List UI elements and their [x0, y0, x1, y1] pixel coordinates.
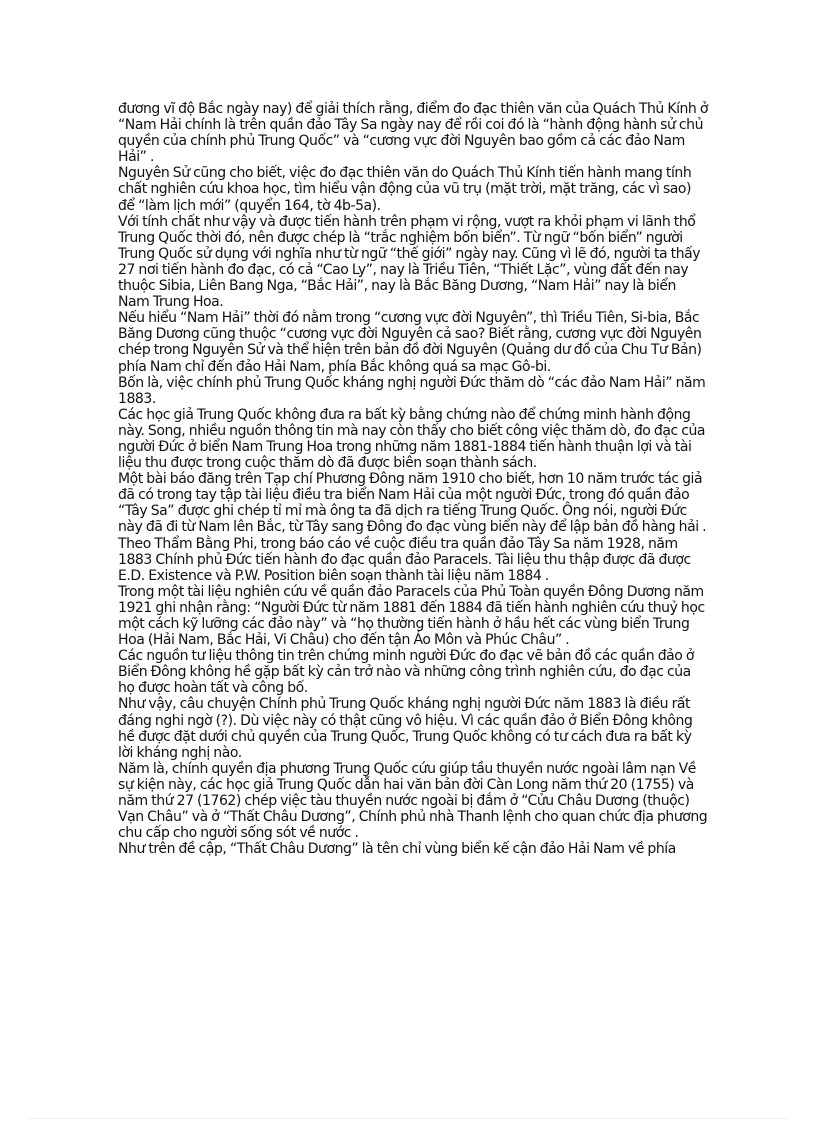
paragraph-4: Nếu hiểu “Nam Hải” thời đó nằm trong “cương vực đời Nguyên”, thì Triều Tiên, Si-bia, Bắc Băng Dương cũng thuộc “cương vực đời Nguyên cả sao? Biết rằng, cương vực đời Nguyên chép trong Nguyên Sử và thể hiện trên bản đồ đời Nguyên (Quảng dư đồ của Chu Tư Bản) phía Nam chỉ đến đảo Hải Nam, phía Bắc không quá sa mạc Gô-bi. — [118, 310, 702, 375]
paragraph-7: Một bài báo đăng trên Tạp chí Phương Đông năm 1910 cho biết, hơn 10 năm trước tác giả đã có trong tay tập tài liệu điều tra biển Nam Hải của một người Đức, trong đó quần đảo “Tây Sa” được ghi chép tỉ mỉ mà ông ta đã dịch ra tiếng Trung Quốc. Ông nói, người Đức này đã đi từ Nam lên Bắc, từ Tây sang Đông đo đạc vùng biển này để lập bản đồ hàng hải . — [118, 471, 707, 536]
paragraph-2: Nguyên Sử cũng cho biết, việc đo đạc thiên văn do Quách Thủ Kính tiến hành mang tính chất nghiên cứu khoa học, tìm hiểu vận động của vũ trụ (mặt trời, mặt trăng, các vì sao) để “làm lịch mới” (quyển 164, tờ 4b-5a). — [118, 165, 692, 214]
paragraph-3: Với tính chất như vậy và được tiến hành trên phạm vi rộng, vượt ra khỏi phạm vi lãnh thổ Trung Quốc thời đó, nên được chép là “trắc nghiệm bốn biển”. Từ ngữ “bốn biển” người Trung Quốc sử dụng với nghĩa như từ ngữ “thế giới” ngày nay. Cũng vì lẽ đó, người ta thấy 27 nơi tiến hành đo đạc, có cả “Cao Ly”, nay là Triều Tiên, “Thiết Lặc”, vùng đất đến nay thuộc Sibia, Liên Bang Nga, “Bắc Hải”, nay là Bắc Băng Dương, “Nam Hải” nay là biển Nam Trung Hoa. — [118, 213, 701, 311]
paragraph-13: Như trên đề cập, “Thất Châu Dương” là tên chỉ vùng biển kế cận đảo Hải Nam về phía — [118, 841, 676, 858]
paragraph-11: Như vậy, câu chuyện Chính phủ Trung Quốc kháng nghị người Đức năm 1883 là điều rất đáng nghi ngờ (?). Dù việc này có thật cũng vô hiệu. Vì các quần đảo ở Biển Đông không hề được đặt dưới chủ quyền của Trung Quốc, Trung Quốc không có tư cách đưa ra bất kỳ lời kháng nghị nào. — [118, 696, 693, 761]
paragraph-5: Bốn là, việc chính phủ Trung Quốc kháng nghị người Đức thăm dò “các đảo Nam Hải” năm 1883. — [118, 374, 706, 407]
paragraph-6: Các học giả Trung Quốc không đưa ra bất kỳ bằng chứng nào để chứng minh hành động này. Song, nhiều nguồn thông tin mà nay còn thấy cho biết công việc thăm dò, đo đạc của người Đức ở biển Nam Trung Hoa trong những năm 1881-1884 tiến hành thuận lợi và tài liệu thu được trong cuộc thăm dò đã được biên soạn thành sách. — [118, 406, 706, 472]
paragraph-1: đương vĩ độ Bắc ngày nay) để giải thích rằng, điểm đo đạc thiên văn của Quách Thủ Kính ở “Nam Hải chính là trên quần đảo Tây Sa ngày nay để rồi coi đó là “hành động hành sử chủ quyền của chính phủ Trung Quốc” và “cương vực đời Nguyên bao gồm cả các đảo Nam Hải” . — [118, 101, 708, 166]
paragraph-8: Theo Thẩm Bằng Phi, trong báo cáo về cuộc điều tra quần đảo Tây Sa năm 1928, năm 1883 Chính phủ Đức tiến hành đo đạc quần đảo Paracels. Tài liệu thu thập được đã được E.D. Existence và P.W. Position biên soạn thành tài liệu năm 1884 . — [118, 535, 691, 584]
paragraph-12: Năm là, chính quyền địa phương Trung Quốc cứu giúp tầu thuyền nước ngoài lâm nạn Về sự kiện này, các học giả Trung Quốc dẫn hai văn bản đời Càn Long năm thứ 20 (1755) và năm thứ 27 (1762) chép việc tàu thuyền nước ngoài bị đắm ở “Cửu Châu Dương (thuộc) Vạn Châu” và ở “Thất Châu Dương”, Chính phủ nhà Thanh lệnh cho quan chức địa phương chu cấp cho người sống sót về nước . — [118, 760, 708, 842]
paragraph-10: Các nguồn tư liệu thông tin trên chứng minh người Đức đo đạc vẽ bản đồ các quần đảo ở Biển Đông không hề gặp bất kỳ cản trở nào và những công trình nghiên cứu, đo đạc của họ được hoàn tất và công bố. — [118, 648, 694, 697]
page-bottom-edge — [28, 1118, 788, 1119]
paragraph-9: Trong một tài liệu nghiên cứu về quần đảo Paracels của Phủ Toàn quyền Đông Dương năm 1921 ghi nhận rằng: “Người Đức từ năm 1881 đến 1884 đã tiến hành nghiên cứu thuỷ học một cách kỹ lưỡng các đảo này” và “họ thường tiến hành ở hầu hết các vùng biển Trung Hoa (Hải Nam, Bắc Hải, Vi Châu) cho đến tận Áo Môn và Phúc Châu” . — [118, 583, 705, 649]
document-body — [118, 101, 708, 857]
